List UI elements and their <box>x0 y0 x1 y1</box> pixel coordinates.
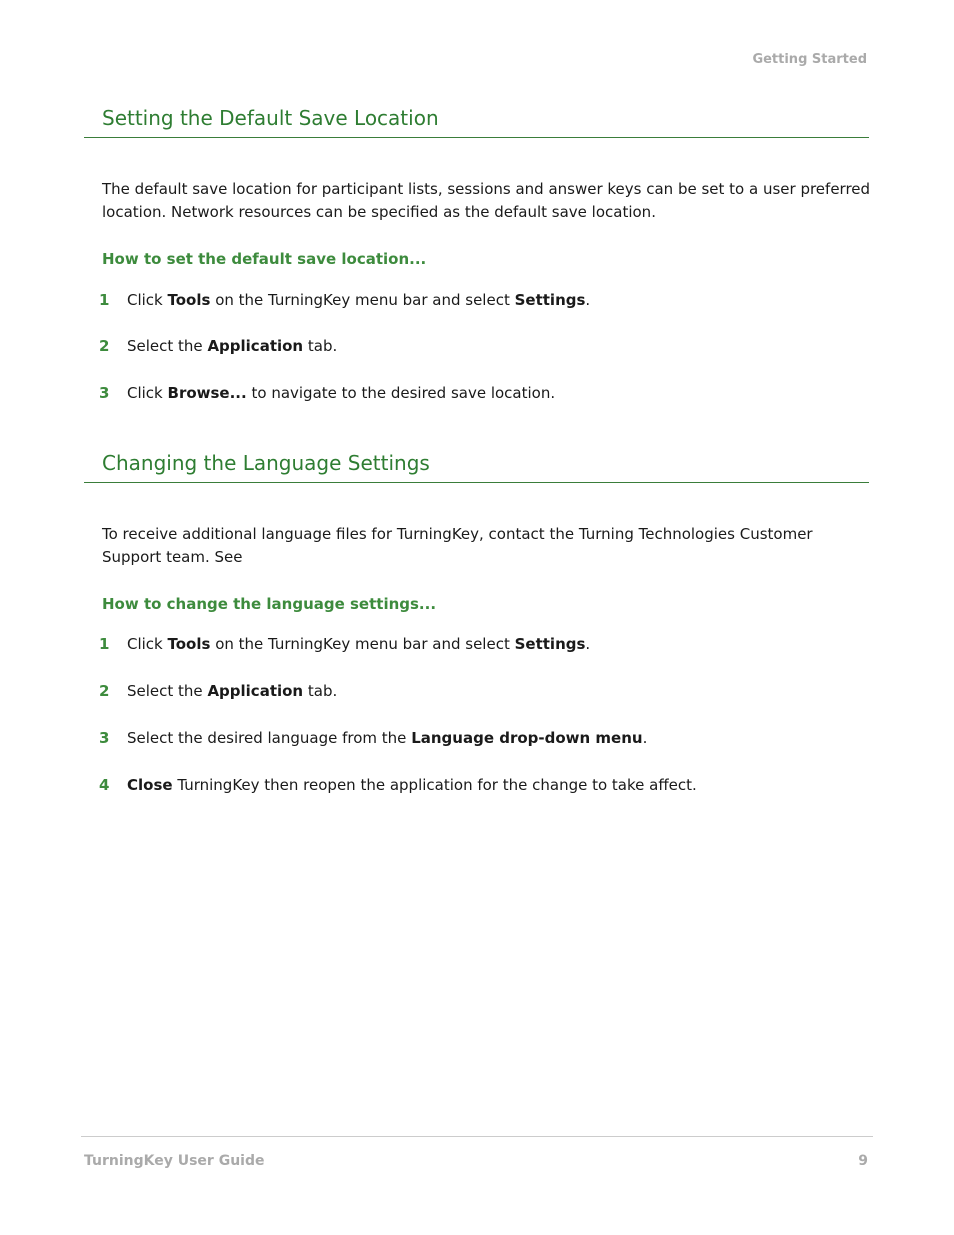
section-default-save-location <box>84 105 871 402</box>
running-header: Getting Started <box>752 52 867 67</box>
section-title: Changing the Language Settings <box>84 450 869 483</box>
step-number: 1 <box>99 635 110 653</box>
step-number: 1 <box>99 291 110 309</box>
step-item <box>99 634 590 654</box>
procedure-title: How to change the language settings... <box>102 595 437 613</box>
step-item <box>99 681 337 701</box>
step-item <box>99 336 337 356</box>
section-intro: To receive additional language files for TurningKey, contact the Turning Technologies Customer Support team. See <box>102 525 813 566</box>
section-intro: The default save location for participant lists, sessions and answer keys can be set to a user preferred location. Network resources can be specified as the default save location. <box>102 180 871 221</box>
footer-divider <box>81 1136 873 1137</box>
step-number: 3 <box>99 729 110 747</box>
step-number: 2 <box>99 337 110 355</box>
step-item <box>99 383 555 403</box>
step-text: Click Browse... to navigate to the desired save location. <box>127 384 556 402</box>
step-text: Select the desired language from the Language drop-down menu. <box>127 729 648 747</box>
procedure-title: How to set the default save location... <box>102 250 427 268</box>
footer-guide-title: TurningKey User Guide <box>84 1153 265 1169</box>
section-title: Setting the Default Save Location <box>84 105 869 138</box>
step-text: Click Tools on the TurningKey menu bar and select Settings. <box>127 291 591 309</box>
step-text: Select the Application tab. <box>127 682 338 700</box>
step-item <box>99 775 697 795</box>
step-item <box>99 290 590 310</box>
section-language-settings <box>84 450 869 794</box>
step-item <box>99 728 647 748</box>
step-number: 4 <box>99 776 110 794</box>
step-text: Select the Application tab. <box>127 337 338 355</box>
page-number: 9 <box>858 1153 868 1169</box>
step-text: Close TurningKey then reopen the application for the change to take affect. <box>127 776 697 794</box>
step-number: 3 <box>99 384 110 402</box>
step-text: Click Tools on the TurningKey menu bar and select Settings. <box>127 635 591 653</box>
step-number: 2 <box>99 682 110 700</box>
